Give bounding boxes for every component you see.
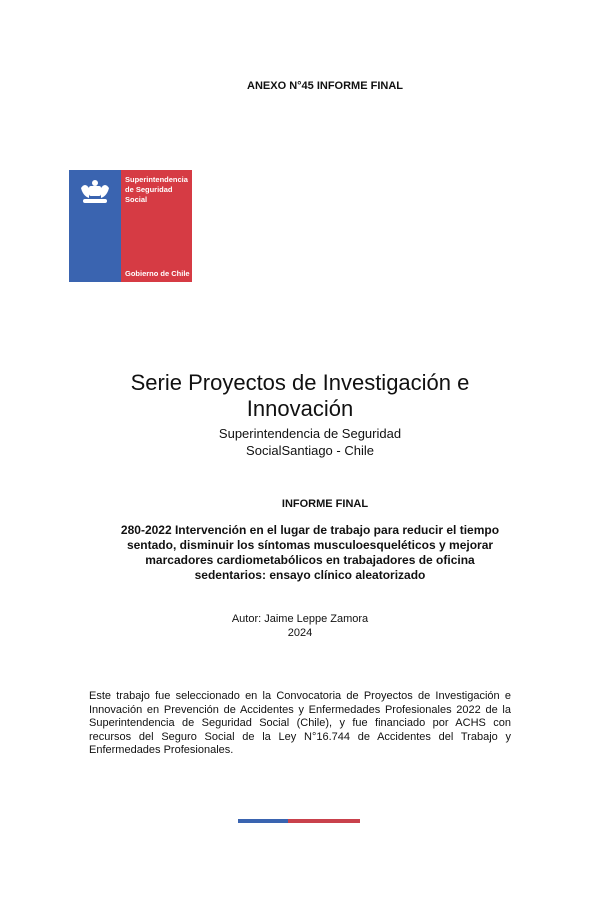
logo-org-line: Superintendencia [125,175,188,184]
logo-government: Gobierno de Chile [125,269,190,278]
funding-paragraph: Este trabajo fue seleccionado en la Convocatoria de Proyectos de Investigación e Innovación en Prevención de Accidentes y Enfermedades Profesionales 2022 de la Superintendencia de Seguridad Social (Chile), y fue financiado por ACHS con recursos del Seguro Social de la Ley N°16.744 de Accidentes del Trabajo y Enfermedades Profesionales. [89,690,511,756]
author: Autor: Jaime Leppe Zamora [231,613,369,625]
year: 2024 [287,627,313,639]
subtitle-line: Superintendencia de Seguridad [218,426,402,441]
title-line: Serie Proyectos de Investigación e [130,370,470,395]
project-line: 280-2022 Intervención en el lugar de trabajo para reducir el tiempo [120,523,500,537]
series-subtitle [0,425,600,459]
subtitle-line: SocialSantiago - Chile [246,443,374,458]
author-block [0,612,600,640]
annex-heading: ANEXO N°45 INFORME FINAL [247,80,403,92]
title-line: Innovación [246,396,354,421]
bar-red [288,819,360,823]
logo-org-line: de Seguridad [125,185,173,194]
logo-blue-panel [69,170,121,282]
report-label: INFORME FINAL [281,498,369,510]
series-title [0,370,600,422]
project-line: marcadores cardiometabólicos en trabajadores de oficina [145,553,475,567]
chile-crest-icon [77,176,113,206]
logo-red-panel [121,170,192,282]
project-line: sedentarios: ensayo clínico aleatorizado [194,568,426,582]
project-line: sentado, disminuir los síntomas musculoesqueléticos y mejorar [126,538,494,552]
footer-color-bar [238,819,360,823]
bar-blue [238,819,288,823]
superintendencia-logo [69,170,192,282]
project-title [0,523,600,583]
logo-org-line: Social [125,195,148,204]
